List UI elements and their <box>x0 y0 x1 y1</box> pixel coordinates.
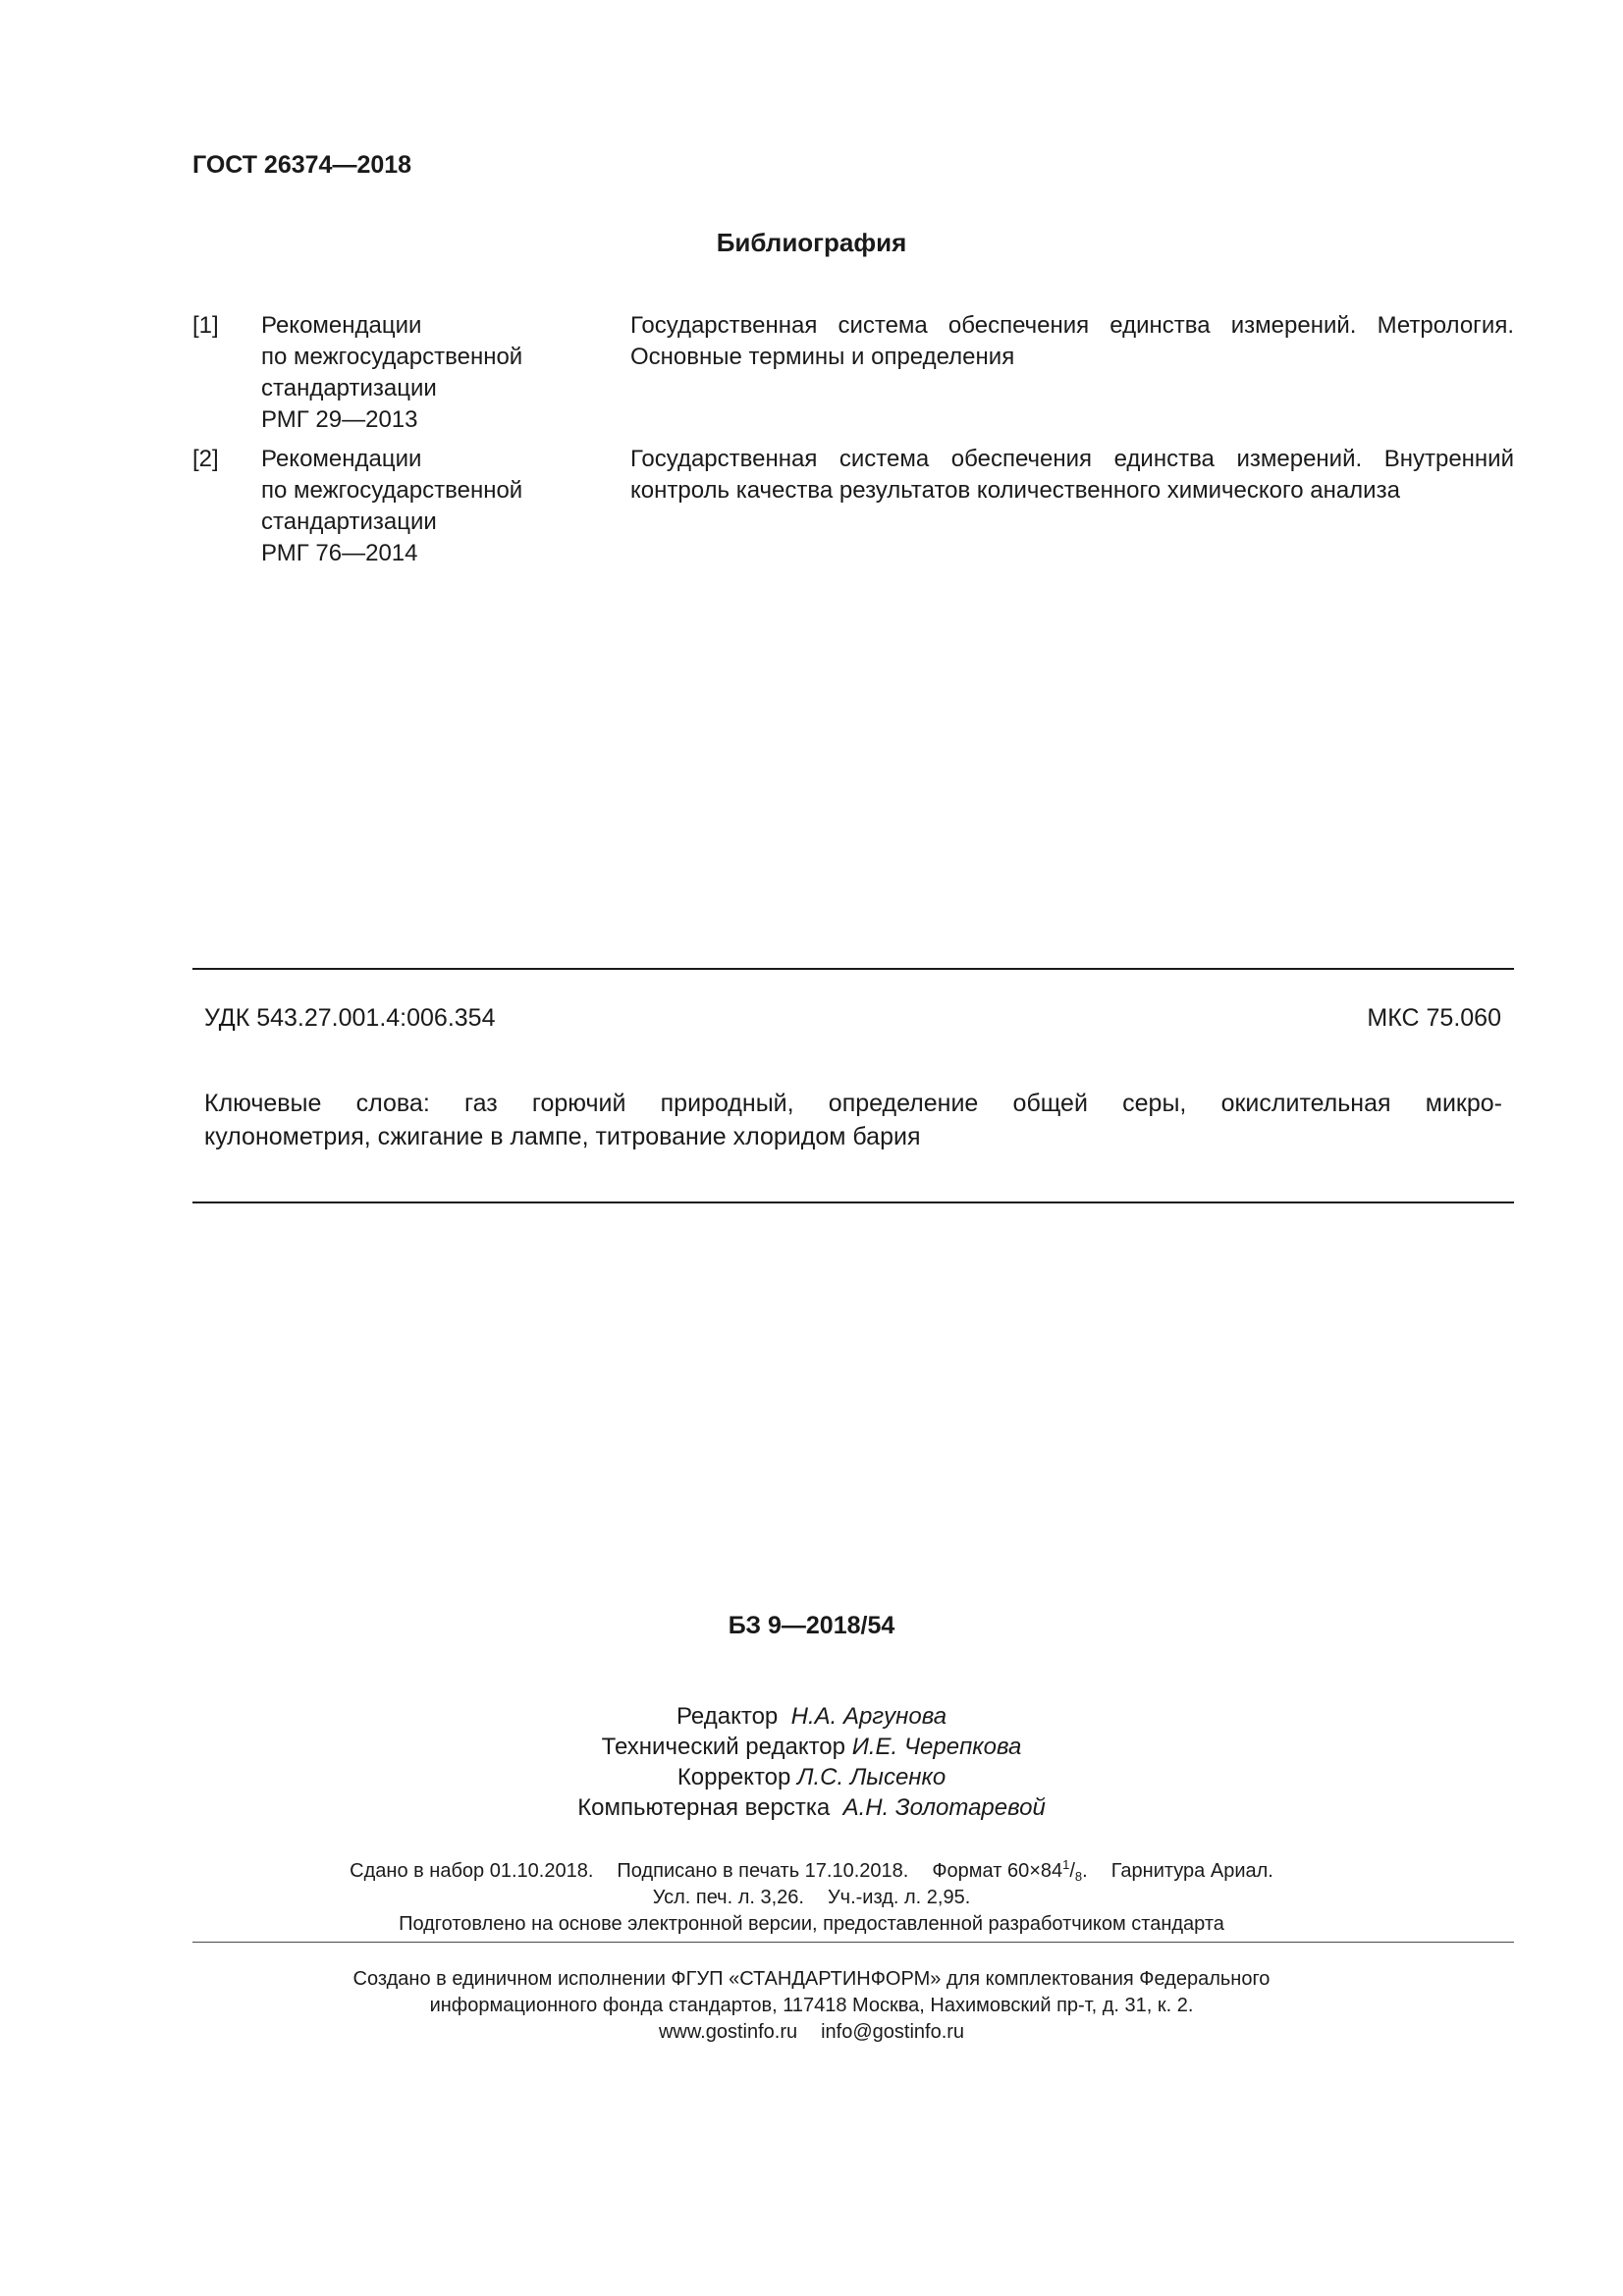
email-link[interactable]: info@gostinfo.ru <box>821 2021 965 2043</box>
mks-code: МКС 75.060 <box>1367 1004 1501 1032</box>
entry-source-line: по межгосударственной <box>261 477 523 504</box>
keywords-block <box>204 1087 1502 1153</box>
publisher-line: информационного фонда стандартов, 117418 Москва, Нахимовский пр-т, д. 31, к. 2. <box>429 1995 1194 2016</box>
entry-source-line: стандартизации <box>261 375 437 401</box>
keywords-line: Ключевые слова: газ горючий природный, определение общей серы, окислительная микро- <box>204 1090 1502 1117</box>
publisher-line: Создано в единичном исполнении ФГУП «СТАНДАРТИНФОРМ» для комплектования Федерального <box>352 1968 1271 1990</box>
bibliography-entry <box>192 444 1514 569</box>
paper-format: Формат $60\times 84^1/_8$. <box>932 1857 1088 1884</box>
entry-source-line: Рекомендации <box>261 312 422 339</box>
document-code: ГОСТ 26374—2018 <box>192 151 412 179</box>
entry-number: [2] <box>192 446 219 472</box>
website-link[interactable]: www.gostinfo.ru <box>658 2021 798 2043</box>
entry-source <box>261 444 575 569</box>
print-info-line <box>0 1858 1623 1885</box>
staff-name: А.Н. Золотаревой <box>842 1794 1046 1821</box>
staff-role: Корректор <box>676 1764 791 1790</box>
udk-code: УДК 543.27.001.4:006.354 <box>204 1004 496 1032</box>
publisher-info <box>0 1966 1623 2046</box>
staff-line <box>0 1792 1623 1823</box>
staff-name: И.Е. Черепкова <box>851 1734 1022 1760</box>
divider-footer <box>192 1942 1514 1943</box>
entry-source <box>261 310 575 436</box>
staff-name: Н.А. Аргунова <box>790 1703 947 1730</box>
bz-number: БЗ 9—2018/54 <box>728 1612 895 1639</box>
print-info-line <box>0 1885 1623 1911</box>
keywords-line: кулонометрия, сжигание в лампе, титрование хлоридом бария <box>204 1123 921 1150</box>
bibliography-title: Библиография <box>716 228 907 257</box>
staff-role: Компьютерная верстка <box>577 1794 831 1821</box>
entry-description: Государственная система обеспечения единства измерений. Внутренний контроль качества результатов количественного химического анализа <box>630 446 1514 504</box>
staff-name: Л.С. Лысенко <box>797 1764 947 1790</box>
divider-top <box>192 968 1514 970</box>
print-info <box>0 1858 1623 1938</box>
bibliography-entry <box>192 310 1514 436</box>
staff-credits <box>0 1701 1623 1823</box>
publisher-contacts <box>0 2019 1623 2046</box>
entry-source-line: Рекомендации <box>261 446 422 472</box>
print-sheets: Усл. печ. л. 3,26. <box>652 1887 804 1908</box>
divider-bottom <box>192 1201 1514 1203</box>
signed-date: Подписано в печать 17.10.2018. <box>617 1860 909 1882</box>
entry-number: [1] <box>192 312 219 339</box>
entry-source-line: стандартизации <box>261 508 437 535</box>
entry-source-line: РМГ 29—2013 <box>261 406 418 433</box>
staff-role: Редактор <box>676 1703 779 1730</box>
staff-line <box>0 1762 1623 1792</box>
entry-description: Государственная система обеспечения единства измерений. Метрология. Основные термины и определения <box>630 312 1514 370</box>
staff-line <box>0 1701 1623 1732</box>
publishing-sheets: Уч.-изд. л. 2,95. <box>827 1887 971 1908</box>
staff-role: Технический редактор <box>601 1734 846 1760</box>
typeface: Гарнитура Ариал. <box>1110 1860 1273 1882</box>
prepared-note: Подготовлено на основе электронной версии, предоставленной разработчиком стандарта <box>399 1913 1224 1935</box>
staff-line <box>0 1732 1623 1762</box>
entry-source-line: РМГ 76—2014 <box>261 540 418 566</box>
entry-source-line: по межгосударственной <box>261 344 523 370</box>
submitted-date: Сдано в набор 01.10.2018. <box>350 1860 594 1882</box>
